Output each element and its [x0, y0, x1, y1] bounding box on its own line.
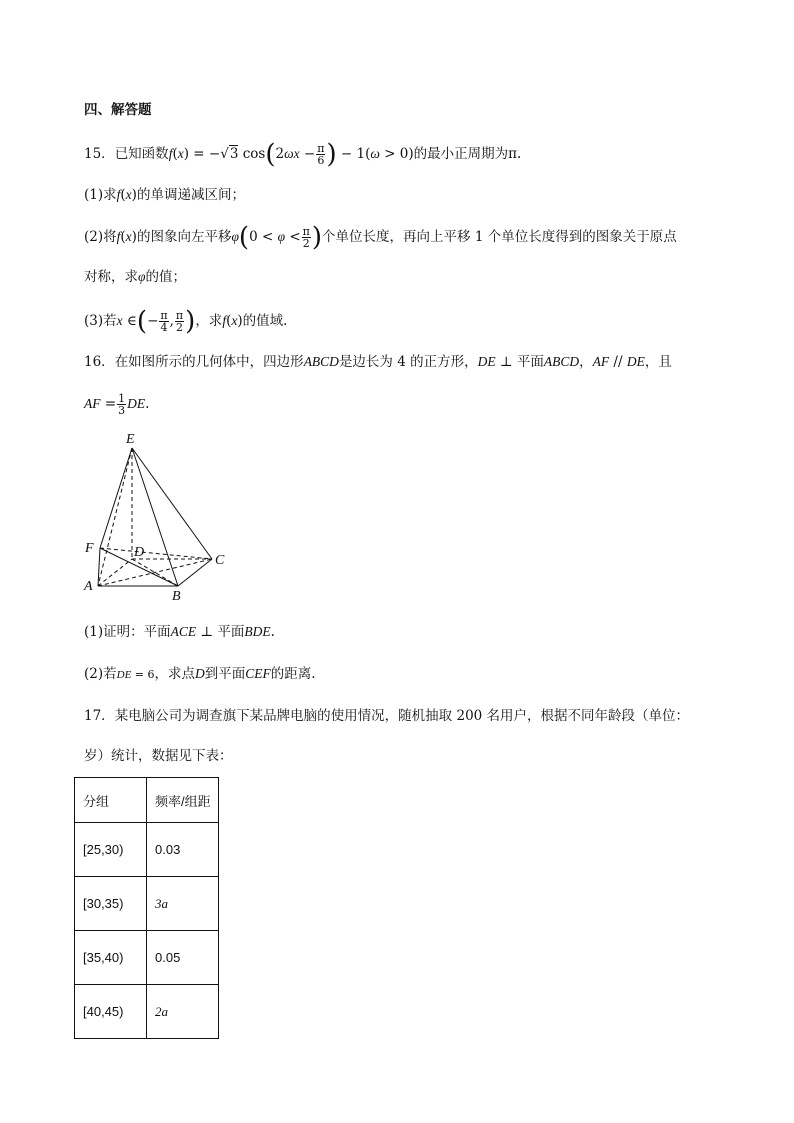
q16-p1-text: 平面	[217, 624, 245, 640]
q16-stem: 16．在如图所示的几何体中，四边形ABCD是边长为 4 的正方形，DE ⊥ 平面ABCD，AF // DE，且	[84, 354, 672, 370]
q15-p1-text: 的单调递减区间；	[136, 187, 245, 203]
table-header-group: 分组	[75, 778, 147, 823]
table-cell-group: [25,30)	[75, 823, 147, 877]
edge-EA	[98, 448, 132, 586]
q16-p2-text: ，求点	[154, 666, 196, 682]
q16-p1-label: (1)证明：平面	[84, 624, 171, 640]
q15-stem: 15．已知函数f(x) = −√3 cos(2ωx − $\frac{\pi}{6}$ ) − 1(ω > 0)的最小正周期为π.	[84, 139, 522, 170]
q15-p2-line2: 对称，求	[84, 269, 138, 285]
q15-p2-post: 个单位长度，再向上平移 1 个单位长度得到的图象关于原点	[322, 229, 677, 245]
q15-p3-end: 的值域.	[242, 313, 288, 329]
q15-p2-label: (2)将	[84, 229, 117, 245]
q15-part1: (1)求f(x)的单调递减区间；	[84, 187, 245, 203]
edge-EC	[132, 448, 212, 559]
q16-p2-label: (2)若	[84, 666, 117, 682]
section-title: 四、解答题	[84, 102, 152, 118]
edge-EF	[100, 448, 132, 548]
q16-stem-e: ，且	[644, 354, 672, 370]
table-row	[75, 985, 219, 1039]
q15-part2: (2)将f(x)的图象向左平移φ(0 < φ < $\frac{\pi}{2}$ )个单位长度，再向上平移 1 个单位长度得到的图象关于原点	[84, 222, 677, 253]
label-D: D	[134, 545, 145, 560]
table-cell-group: [30,35)	[75, 877, 147, 931]
q15-p2-mid: 的图象向左平移	[136, 229, 232, 245]
frequency-table	[74, 777, 219, 1039]
q16-stem-c: 平面	[516, 354, 544, 370]
q17-line2: 岁）统计，数据见下表：	[84, 748, 233, 764]
q15-p1-label: (1)求	[84, 187, 117, 203]
q17-number: 17．	[84, 708, 115, 724]
q16-stem-b: 是边长为 4 的正方形，	[338, 354, 478, 370]
table-cell-group: [40,45)	[75, 985, 147, 1039]
table-row	[75, 931, 219, 985]
q15-p3-post: ，求	[195, 313, 223, 329]
q17-stem	[84, 706, 689, 726]
table-row	[75, 877, 219, 931]
table-header-row	[75, 778, 219, 823]
q15-stem-pre: 已知函数	[114, 146, 169, 162]
q15-stem-post: 的最小正周期为	[413, 146, 509, 162]
table-cell-group: [35,40)	[75, 931, 147, 985]
label-C: C	[215, 553, 225, 568]
edge-FC	[100, 548, 212, 559]
table-cell-value: 3a	[147, 877, 219, 931]
q17-line1: 某电脑公司为调查旗下某品牌电脑的使用情况，随机抽取 200 名用户，根据不同年龄段（单位：	[114, 708, 690, 724]
q15-pi: π.	[508, 146, 522, 162]
edge-EB	[132, 448, 178, 586]
q16-part1: (1)证明：平面ACE ⊥ 平面BDE.	[84, 624, 275, 640]
table-cell-value: 2a	[147, 985, 219, 1039]
q16-stem-a: 在如图所示的几何体中，四边形	[114, 354, 304, 370]
q15-p2-line2-post: 的值；	[145, 269, 186, 285]
label-F: F	[85, 541, 94, 556]
q15-part3: (3)若x ∈(− $\frac{\pi}{4}$ , $\frac{\pi}{2}$ )，求f(x)的值域.	[84, 306, 288, 337]
q16-p2-text-c: 到平面	[204, 666, 246, 682]
table-cell-value: 0.05	[147, 931, 219, 985]
q15-part2-line2: 对称，求φ的值；	[84, 269, 186, 285]
geometry-figure	[80, 428, 240, 603]
q15-number: 15．	[84, 146, 115, 162]
q16-stem-line2: AF = $\frac{1}{3}$ DE.	[84, 392, 150, 417]
q15-p3-label: (3)若	[84, 313, 117, 329]
q16-p2-text-d: 的距离.	[270, 666, 316, 682]
label-E: E	[126, 432, 135, 447]
table-header-frequency: 频率/组距	[147, 778, 219, 823]
q16-stem-d: ，	[579, 354, 593, 370]
label-B: B	[172, 589, 181, 603]
q16-number: 16．	[84, 354, 115, 370]
label-A: A	[84, 579, 93, 594]
q16-part2: (2)若DE = 6，求点D到平面CEF的距离.	[84, 666, 316, 682]
table-row	[75, 823, 219, 877]
table-cell-value: 0.03	[147, 823, 219, 877]
